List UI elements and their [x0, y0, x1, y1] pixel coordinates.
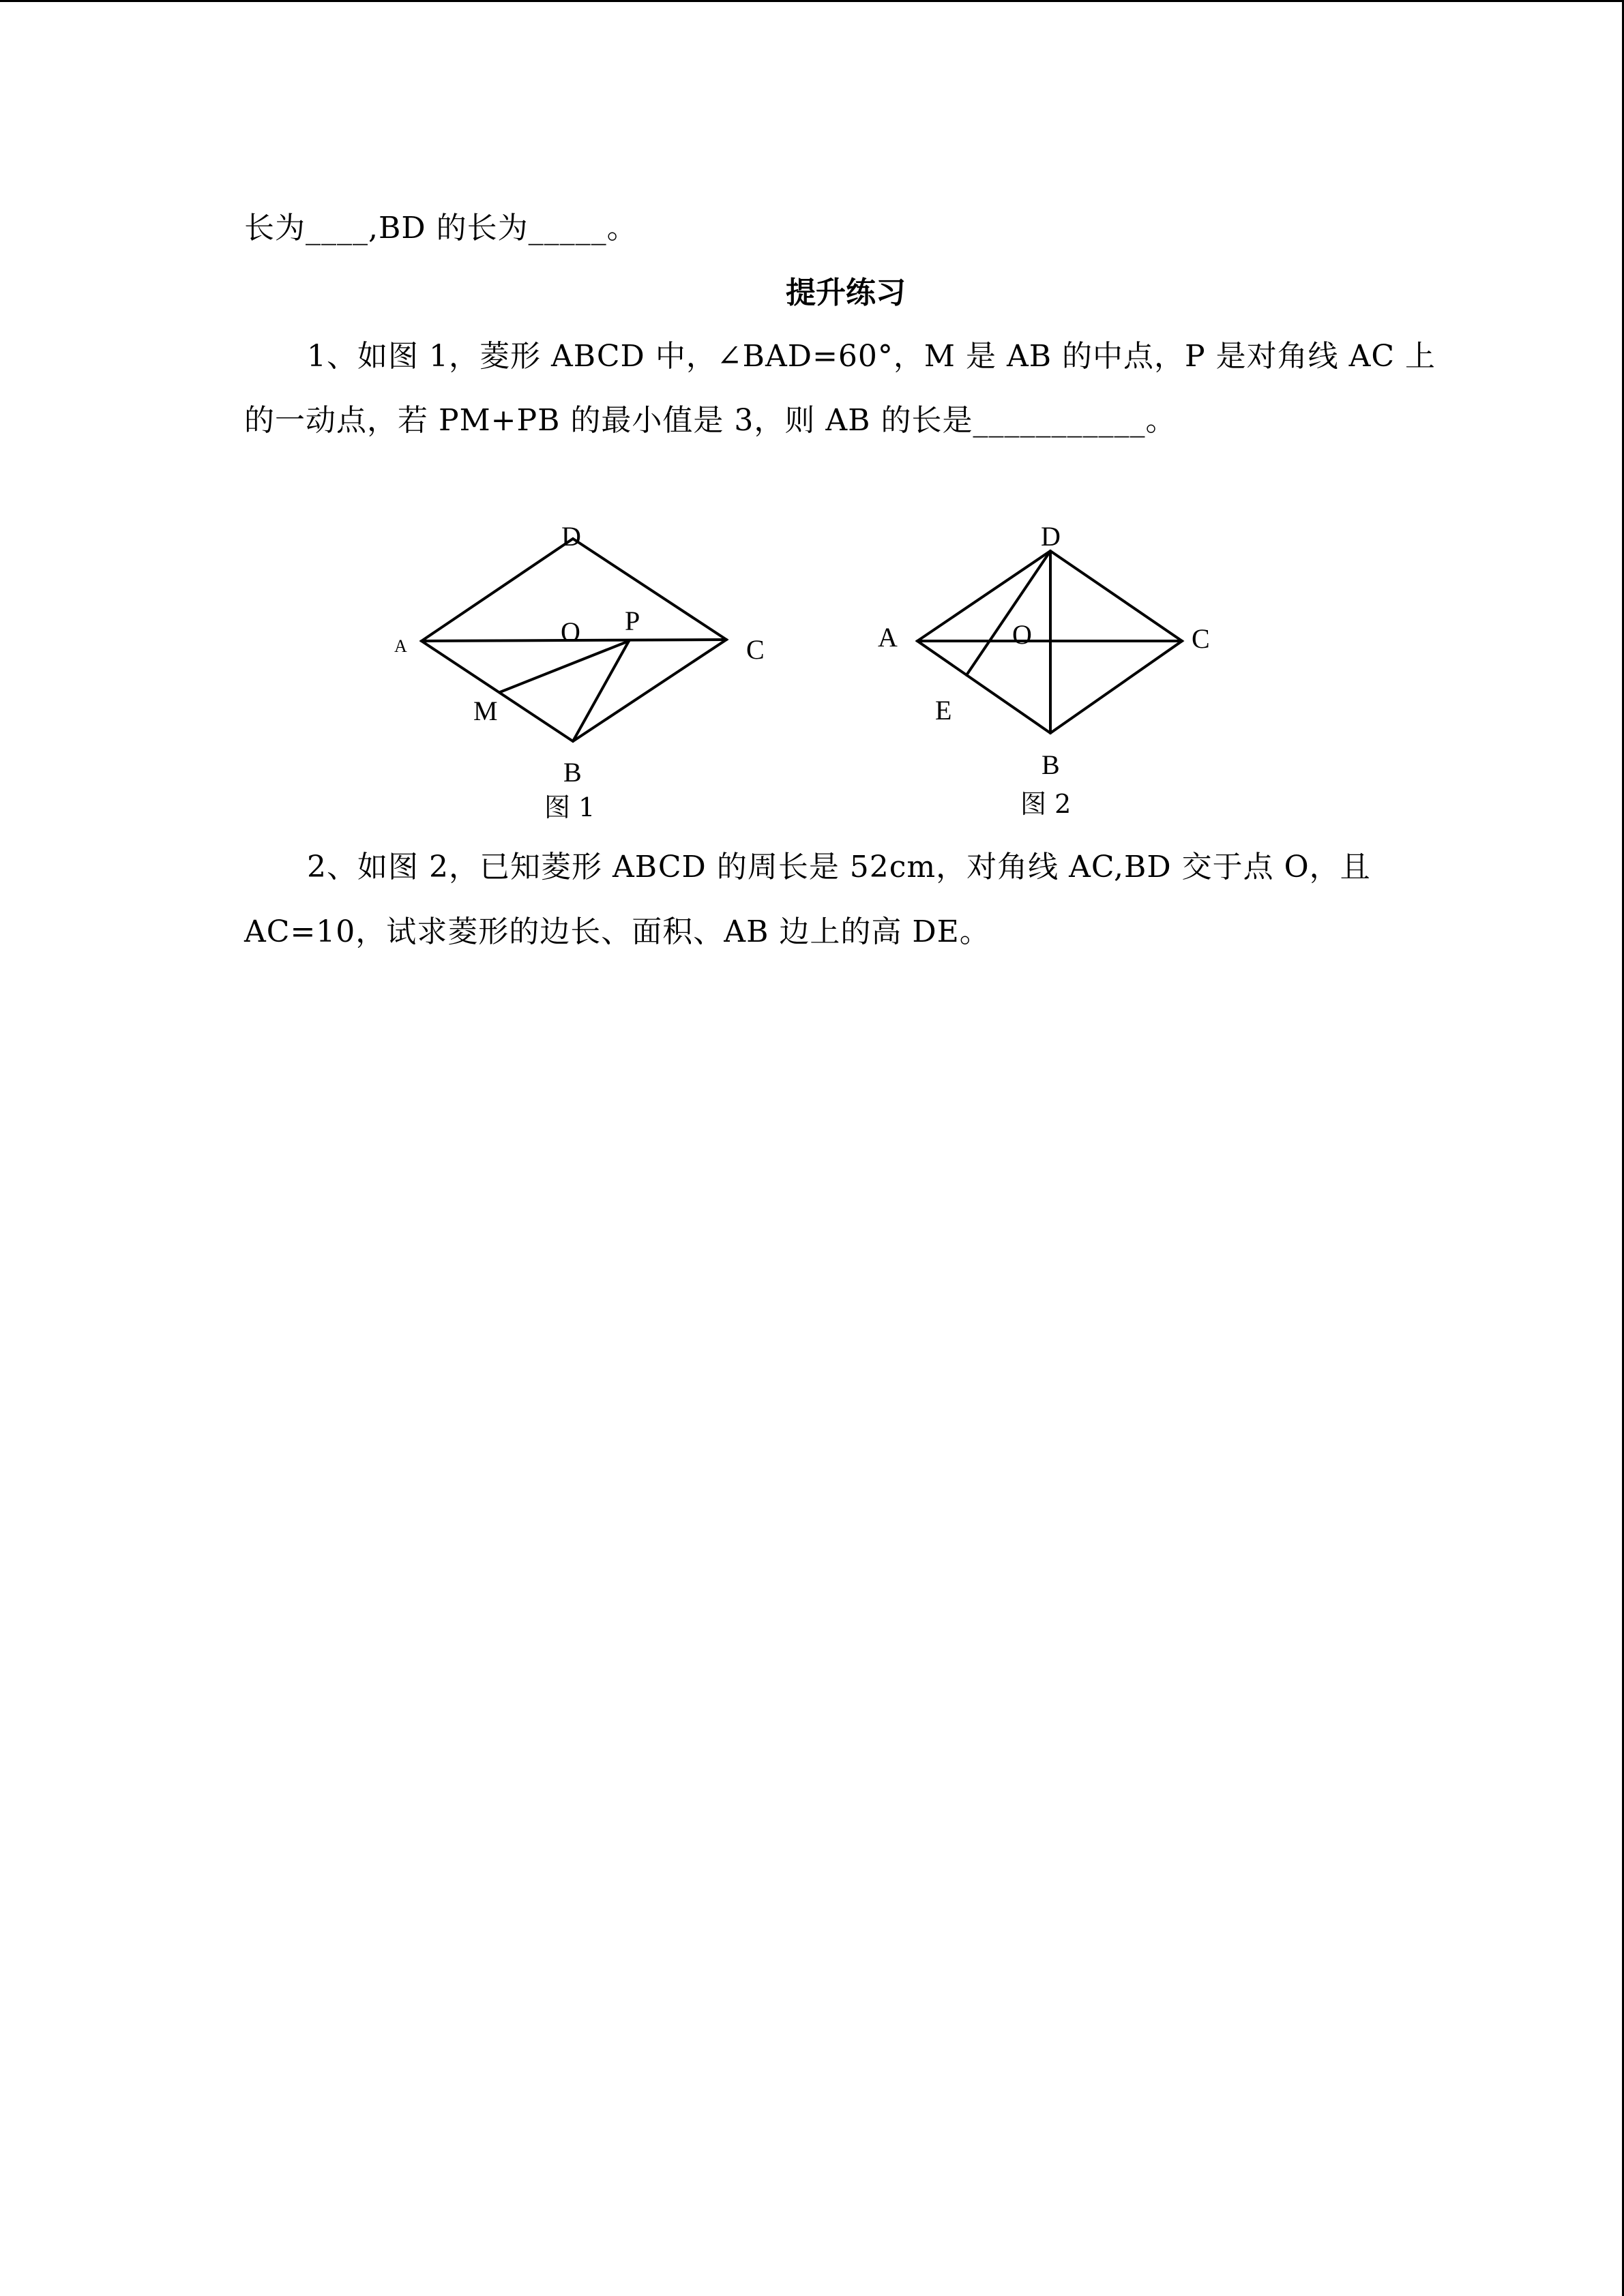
figure-1-label-d: D	[561, 521, 581, 552]
figure-1-label-c: C	[746, 634, 765, 665]
figure-2-label-a: A	[878, 622, 898, 653]
figure-1-caption: 图 1	[544, 792, 595, 822]
section-heading-text: 提升练习	[786, 275, 906, 310]
figure-1	[382, 505, 791, 832]
figure-2-label-c: C	[1192, 623, 1210, 654]
figure-2-label-b: B	[1042, 749, 1060, 780]
figure-1-label-m: M	[473, 696, 498, 726]
figure-2-label-d: D	[1041, 521, 1061, 552]
figure-2-caption: 图 2	[1020, 789, 1072, 819]
figure-1-label-p: P	[625, 606, 640, 636]
figure-2-label-e: E	[935, 695, 952, 726]
previous-question-tail: 长为____,BD 的长为_____。	[244, 211, 638, 245]
figure-2-height-de	[966, 551, 1050, 675]
page-top-border	[0, 0, 1624, 2]
figure-1-segment-mp	[500, 641, 629, 692]
question-1-line-2: 的一动点，若 PM+PB 的最小值是 3，则 AB 的长是___________。	[244, 403, 1177, 438]
figure-2	[866, 505, 1228, 832]
question-2-line-2: AC=10，试求菱形的边长、面积、AB 边上的高 DE。	[244, 914, 990, 949]
question-1-line-1: 1、如图 1，菱形 ABCD 中，∠BAD=60°，M 是 AB 的中点，P 是对角线 AC 上	[307, 339, 1436, 374]
figure-2-label-o: O	[1012, 619, 1032, 650]
figure-1-segment-pb	[573, 641, 629, 741]
question-2-line-1: 2、如图 2，已知菱形 ABCD 的周长是 52cm，对角线 AC,BD 交于点 O，且	[307, 850, 1371, 884]
figure-1-label-a: A	[394, 636, 407, 656]
figure-1-label-b: B	[563, 757, 582, 788]
figure-1-label-o: O	[561, 616, 580, 647]
